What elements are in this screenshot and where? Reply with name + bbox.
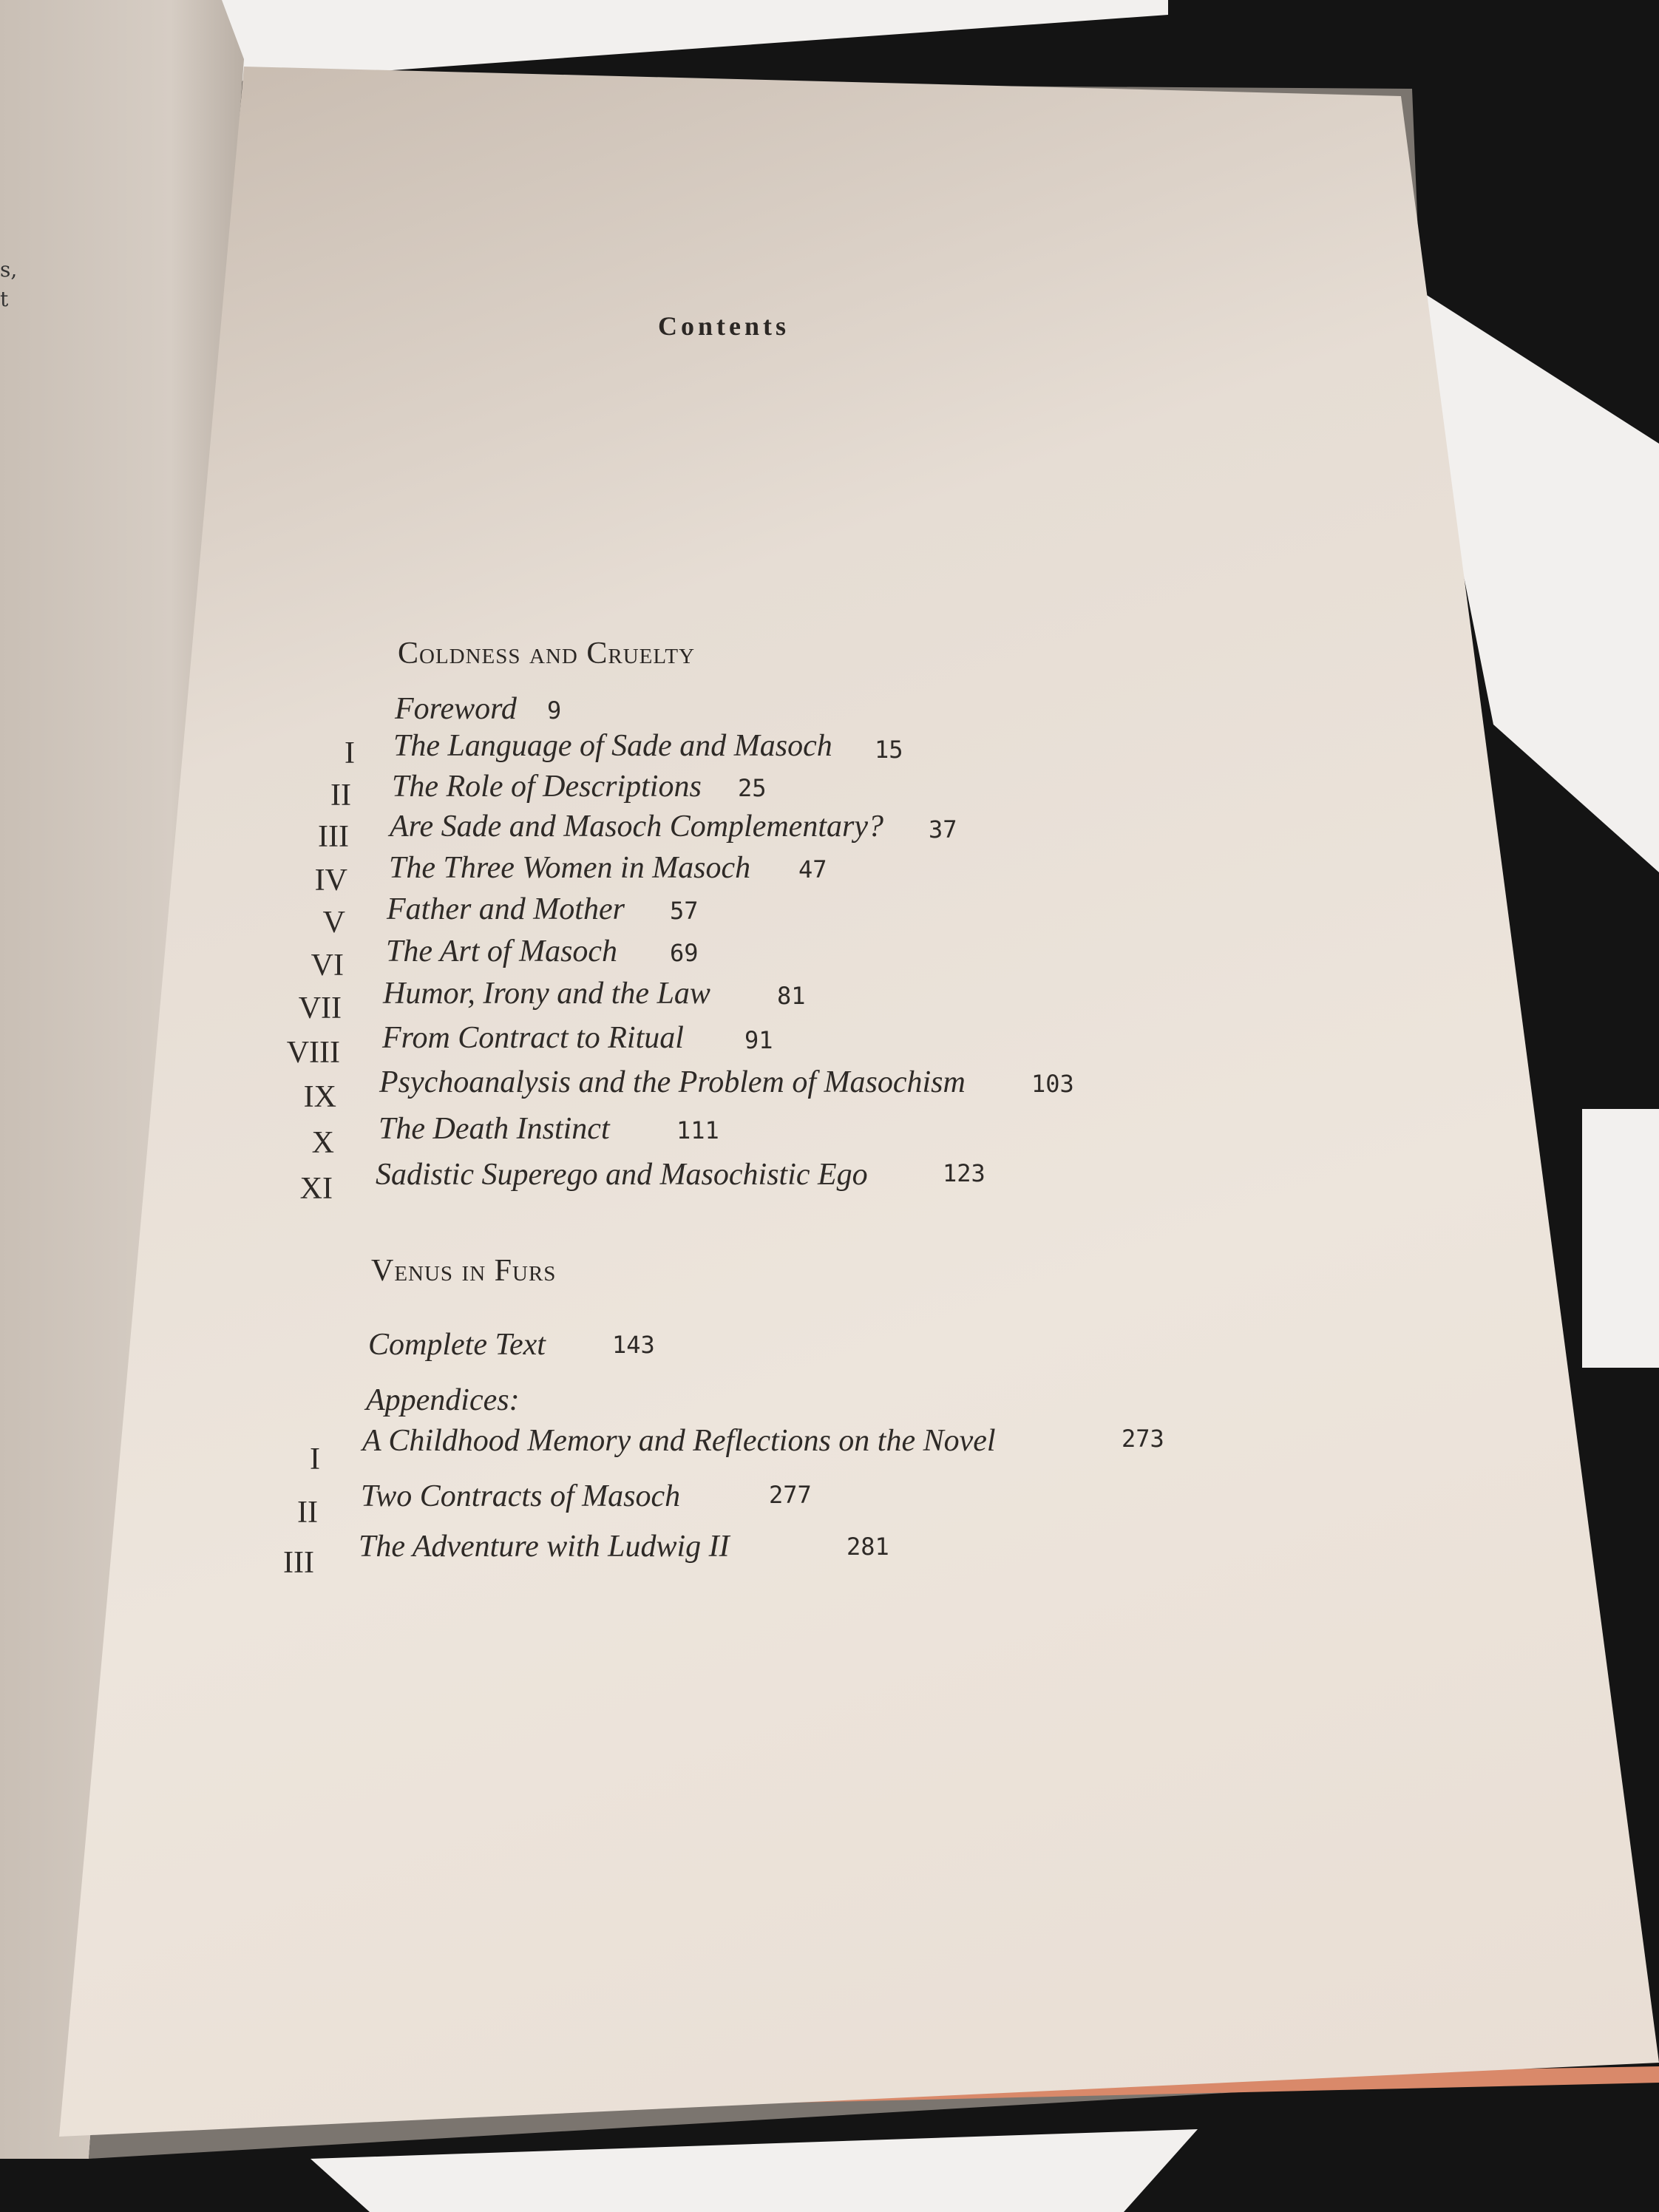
toc-page-number: 91	[744, 1026, 773, 1054]
toc-numeral: V	[322, 906, 345, 940]
toc-page-number: 273	[1122, 1425, 1164, 1453]
toc-numeral: VIII	[286, 1036, 340, 1070]
toc-page-number: 281	[847, 1533, 889, 1561]
toc-title: Sadistic Superego and Masochistic Ego	[376, 1158, 868, 1192]
toc-title: The Language of Sade and Masoch	[393, 729, 832, 763]
toc-page-number: 277	[769, 1481, 812, 1509]
toc-numeral: XI	[299, 1172, 333, 1206]
toc-numeral: VII	[298, 991, 342, 1025]
toc-title: Are Sade and Masoch Complementary?	[390, 810, 883, 844]
section-heading-venus: Venus in Furs	[371, 1254, 557, 1288]
toc-title: The Three Women in Masoch	[389, 851, 751, 885]
toc-numeral: X	[311, 1126, 334, 1160]
toc-title: The Art of Masoch	[386, 934, 618, 968]
toc-numeral: III	[283, 1546, 314, 1580]
toc-title: A Childhood Memory and Reflections on the Novel	[362, 1424, 996, 1458]
toc-numeral: IV	[314, 864, 347, 898]
toc-title: Appendices:	[366, 1383, 520, 1417]
section-heading-coldness: Coldness and Cruelty	[398, 637, 696, 671]
toc-page-number: 25	[738, 774, 767, 802]
toc-title: The Death Instinct	[379, 1112, 610, 1146]
toc-numeral: IX	[303, 1080, 336, 1114]
toc-title: Two Contracts of Masoch	[361, 1479, 681, 1513]
toc-numeral: VI	[311, 949, 344, 983]
toc-page-number: 111	[676, 1116, 719, 1144]
left-page-line: t	[0, 287, 9, 311]
toc-page-number: 81	[777, 982, 806, 1010]
toc-page-number: 9	[547, 696, 562, 725]
toc-numeral: II	[330, 778, 351, 812]
toc-numeral: III	[318, 820, 349, 854]
toc-title: The Adventure with Ludwig II	[359, 1530, 730, 1564]
background-stripe	[311, 2129, 1198, 2212]
toc-title: Humor, Irony and the Law	[383, 977, 710, 1011]
toc-page-number: 57	[670, 897, 699, 925]
toc-page-number: 69	[670, 939, 699, 967]
toc-title: From Contract to Ritual	[382, 1021, 684, 1055]
toc-numeral: I	[345, 736, 355, 770]
toc-title: Father and Mother	[387, 892, 625, 926]
toc-page-number: 15	[875, 736, 903, 764]
toc-title: The Role of Descriptions	[392, 770, 702, 804]
left-page-line: s,	[0, 257, 18, 282]
toc-title: Complete Text	[368, 1328, 546, 1362]
toc-page-number: 103	[1031, 1070, 1074, 1098]
toc-numeral: I	[310, 1442, 320, 1476]
background-stripe	[1582, 1109, 1659, 1368]
toc-page-number: 37	[929, 815, 957, 844]
toc-page-number: 143	[612, 1331, 655, 1359]
toc-numeral: II	[297, 1496, 318, 1530]
toc-title: Psychoanalysis and the Problem of Masochism	[379, 1065, 966, 1099]
left-page-fragment	[0, 255, 17, 314]
contents-title: Contents	[658, 311, 790, 341]
toc-page-number: 123	[943, 1159, 985, 1187]
toc-title: Foreword	[395, 692, 517, 726]
toc-page-number: 47	[798, 855, 827, 883]
